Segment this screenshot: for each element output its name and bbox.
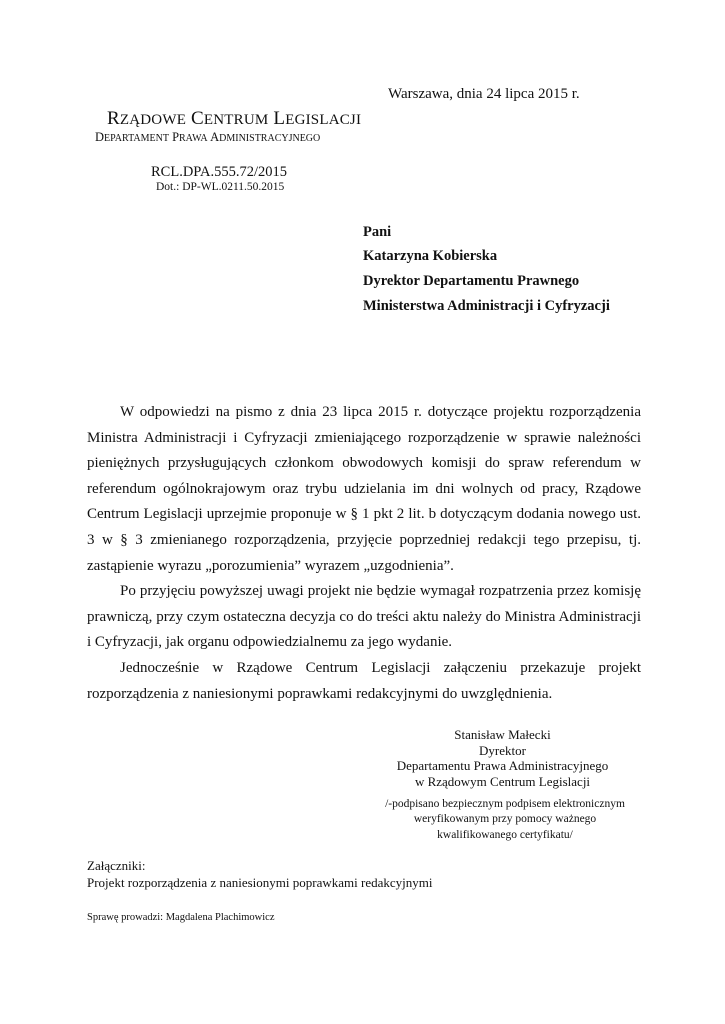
department-word-2-rest: RAWA: [179, 133, 208, 144]
department-word-1-rest: EPARTAMENT: [104, 133, 169, 144]
signatory-title: Dyrektor: [479, 742, 526, 758]
attachments-label: Załączniki:: [87, 858, 146, 873]
signature-block: [360, 727, 645, 789]
attachment-item: Projekt rozporządzenia z naniesionymi poprawkami redakcyjnymi: [87, 875, 433, 890]
body-paragraph-2: Po przyjęciu powyższej uwagi projekt nie będzie wymagał rozpatrzenia przez komisję prawniczą, przy czym ostateczna decyzja co do treści aktu należy do Ministra Administracji i Cyfryzacji, jak organu odpowiedzialnemu za jego wydanie.: [87, 583, 641, 651]
department-name: [95, 130, 320, 145]
institution-word-2-initial: C: [191, 108, 204, 129]
dot-reference-number: Dot.: DP-WL.0211.50.2015: [156, 181, 285, 193]
signatory-department: Departamentu Prawa Administracyjnego: [396, 758, 609, 774]
department-word-2-initial: P: [172, 130, 180, 144]
institution-word-3-initial: L: [273, 108, 286, 129]
institution-word-2-rest: ENTRUM: [203, 112, 269, 128]
e-signature-line-3: kwalifikowanego certyfikatu/: [437, 828, 573, 841]
department-word-3-initial: A: [210, 130, 220, 144]
signatory-name: Stanisław Małecki: [454, 727, 551, 742]
case-handler: Sprawę prowadzi: Magdalena Plachimowicz: [87, 912, 275, 923]
addressee-ministry: Ministerstwa Administracji i Cyfryzacji: [363, 298, 610, 314]
addressee-name: Katarzyna Kobierska: [363, 248, 498, 264]
e-signature-line-1: /-podpisano bezpiecznym podpisem elektronicznym: [385, 798, 625, 810]
letter-date: Warszawa, dnia 24 lipca 2015 r.: [388, 86, 580, 102]
institution-word-1-rest: ZĄDOWE: [119, 112, 187, 128]
institution-name: [107, 108, 361, 130]
reference-number: RCL.DPA.555.72/2015: [151, 164, 288, 180]
body-paragraph-3: Jednocześnie w Rządowe Centrum Legislacji załączeniu przekazuje projekt rozporządzenia z naniesionymi poprawkami redakcyjnymi do uwzględnienia.: [87, 659, 641, 702]
addressee-position: Dyrektor Departamentu Prawnego: [363, 273, 580, 289]
department-word-3-rest: DMINISTRACYJNEGO: [219, 133, 321, 144]
institution-word-1-initial: R: [107, 108, 120, 129]
institution-word-3-rest: EGISLACJI: [285, 112, 362, 128]
signatory-unit: w Rządowym Centrum Legislacji: [414, 773, 591, 789]
addressee-salutation: Pani: [363, 224, 392, 240]
department-word-1-initial: D: [95, 130, 105, 144]
body-paragraph-1: W odpowiedzi na pismo z dnia 23 lipca 2015 r. dotyczące projektu rozporządzenia Ministra Administracji i Cyfryzacji zmieniającego rozporządzenie w sprawie należności pieniężnych przysługujących członkom obwodowych komisji do spraw referendum w referendum ogólnokrajowym oraz trybu udzielania im dni wolnych od pracy, Rządowe Centrum Legislacji uprzejmie proponuje w § 1 pkt 2 lit. b dotyczącym dodania nowego ust. 3 w § 3 zmienianego rozporządzenia, przyjęcie poprzedniej redakcji tego przepisu, tj. zastąpienie wyrazu „porozumienia” wyrazem „uzgodnienia”.: [87, 404, 641, 574]
electronic-signature-note: [345, 797, 665, 843]
attachments-section: [87, 857, 432, 891]
letter-body: [87, 400, 641, 707]
e-signature-line-2: weryfikowanym przy pomocy ważnego: [413, 813, 597, 826]
